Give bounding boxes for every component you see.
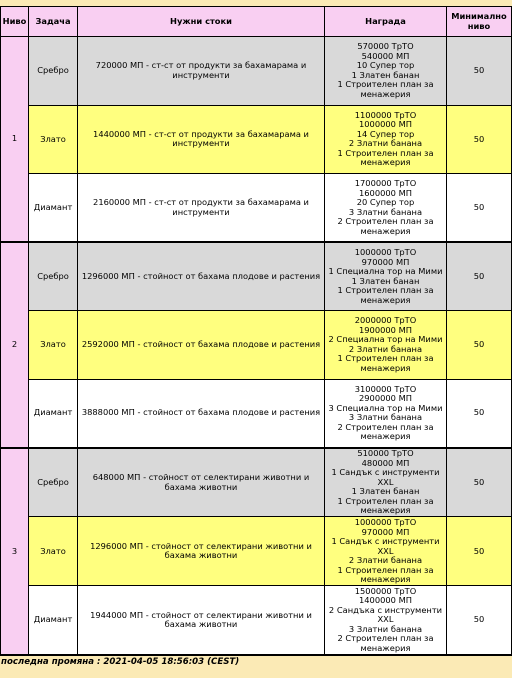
min-level-cell: 50	[447, 174, 512, 243]
reward-line: 1000000 МП	[359, 119, 412, 130]
task-cell: Сребро	[29, 242, 78, 311]
header-reward: Награда	[325, 7, 447, 37]
task-cell: Сребро	[29, 448, 78, 517]
reward-line: 3100000 ТрТО	[354, 383, 417, 394]
reward-line: 510000 ТрТО	[357, 448, 414, 459]
reward-line: 1 Сандък с инструменти XXL	[331, 536, 440, 556]
goods-cell: 2592000 МП - стойност от бахама плодове и растения	[78, 311, 325, 380]
goods-cell: 2160000 МП - ст-ст от продукти за бахамарама и инструменти	[78, 174, 325, 243]
reward-line: 2 Строителен план за менажерия	[337, 421, 434, 442]
reward-line: 2 Специална тор на Мими	[328, 334, 443, 345]
reward-line: 1 Сандък с инструменти XXL	[331, 467, 440, 487]
task-cell: Злато	[29, 105, 78, 174]
table-row	[1, 105, 512, 174]
reward-cell	[325, 174, 447, 243]
goods-cell: 1944000 МП - стойност от селектирани животни и бахама животни	[78, 586, 325, 655]
table-row	[1, 174, 512, 243]
reward-line: 1 Строителен план за менажерия	[337, 353, 434, 373]
table-row	[1, 242, 512, 311]
min-level-cell: 50	[447, 37, 512, 106]
goods-cell: 1296000 МП - стойност от бахама плодове и растения	[78, 242, 325, 311]
table-row	[1, 517, 512, 586]
reward-line: 2 Сандъка с инструменти XXL	[328, 604, 443, 625]
goods-cell: 1440000 МП - ст-ст от продукти за бахамарама и инструменти	[78, 105, 325, 174]
reward-line: 1 Строителен план за менажерия	[337, 495, 434, 516]
task-cell: Диамант	[29, 586, 78, 655]
reward-line: 2 Златни банана	[348, 138, 423, 149]
reward-line: 1000000 ТрТО	[354, 247, 417, 258]
reward-line: 970000 МП	[361, 256, 410, 267]
reward-line: 2 Строителен план за менажерия	[337, 216, 434, 236]
reward-cell	[325, 242, 447, 311]
reward-line: 3 Златни банана	[348, 412, 423, 423]
reward-line: 480000 МП	[361, 457, 410, 468]
reward-line: 1 Строителен план за менажерия	[337, 147, 434, 168]
reward-line: 570000 ТрТО	[357, 41, 414, 52]
min-level-cell: 50	[447, 586, 512, 655]
task-cell: Злато	[29, 517, 78, 586]
table-row	[1, 448, 512, 517]
tasks-table-wrapper	[0, 6, 512, 656]
goods-cell: 3888000 МП - стойност от бахама плодове и растения	[78, 379, 325, 448]
table-row	[1, 379, 512, 448]
table-body	[1, 37, 512, 656]
table-row	[1, 37, 512, 106]
task-cell: Диамант	[29, 174, 78, 243]
reward-line: 1 Строителен план за менажерия	[337, 285, 434, 305]
reward-line: 1000000 ТрТО	[354, 517, 417, 528]
task-cell: Сребро	[29, 37, 78, 106]
table-row	[1, 311, 512, 380]
reward-cell	[325, 586, 447, 655]
reward-line: 20 Супер тор	[356, 197, 415, 208]
reward-line: 1900000 МП	[359, 324, 412, 335]
task-cell: Злато	[29, 311, 78, 380]
reward-line: 1 Златен банан	[351, 486, 420, 497]
reward-line: 2 Строителен план за менажерия	[337, 633, 434, 653]
min-level-cell: 50	[447, 379, 512, 448]
reward-line: 10 Супер тор	[356, 60, 415, 71]
reward-cell	[325, 517, 447, 586]
reward-cell	[325, 448, 447, 517]
min-level-cell: 50	[447, 311, 512, 380]
level-cell: 2	[1, 242, 29, 448]
table-row	[1, 586, 512, 655]
reward-line: 1100000 ТрТО	[354, 109, 417, 120]
reward-line: 1400000 МП	[359, 595, 412, 606]
reward-cell	[325, 105, 447, 174]
reward-line: 2000000 ТрТО	[354, 315, 417, 326]
reward-cell	[325, 311, 447, 380]
min-level-cell: 50	[447, 517, 512, 586]
level-cell: 1	[1, 37, 29, 243]
reward-line: 3 Специална тор на Мими	[328, 402, 443, 413]
reward-line: 3 Златни банана	[348, 623, 423, 634]
reward-line: 3 Златни банана	[348, 206, 423, 217]
header-level: Ниво	[1, 7, 29, 37]
reward-line: 1 Златен банан	[351, 275, 420, 286]
min-level-cell: 50	[447, 242, 512, 311]
min-level-cell: 50	[447, 105, 512, 174]
reward-cell	[325, 37, 447, 106]
tasks-table	[0, 6, 512, 656]
min-level-cell: 50	[447, 448, 512, 517]
reward-line: 1 Специална тор на Мими	[328, 266, 443, 277]
reward-line: 970000 МП	[361, 526, 410, 537]
reward-line: 2900000 МП	[359, 393, 412, 404]
last-modified-footer: последна промяна : 2021-04-05 18:56:03 (CEST)	[1, 657, 240, 667]
reward-line: 1 Строителен план за менажерия	[337, 79, 434, 99]
header-min-level: Минимално ниво	[447, 7, 512, 37]
task-cell: Диамант	[29, 379, 78, 448]
goods-cell: 648000 МП - стойност от селектирани животни и бахама животни	[78, 448, 325, 517]
reward-line: 1500000 ТрТО	[354, 585, 417, 596]
reward-line: 1700000 ТрТО	[354, 178, 417, 189]
reward-line: 2 Златни банана	[348, 555, 423, 566]
table-header-row	[1, 7, 512, 37]
goods-cell: 720000 МП - ст-ст от продукти за бахамарама и инструменти	[78, 37, 325, 106]
reward-line: 1 Строителен план за менажерия	[337, 564, 434, 585]
header-goods: Нужни стоки	[78, 7, 325, 37]
reward-line: 1 Златен банан	[351, 69, 420, 80]
reward-line: 14 Супер тор	[356, 128, 415, 139]
reward-line: 1600000 МП	[359, 187, 412, 198]
goods-cell: 1296000 МП - стойност от селектирани животни и бахама животни	[78, 517, 325, 586]
reward-line: 540000 МП	[361, 50, 410, 61]
reward-cell	[325, 379, 447, 448]
level-cell: 3	[1, 448, 29, 655]
reward-line: 2 Златни банана	[348, 343, 423, 354]
header-task: Задача	[29, 7, 78, 37]
